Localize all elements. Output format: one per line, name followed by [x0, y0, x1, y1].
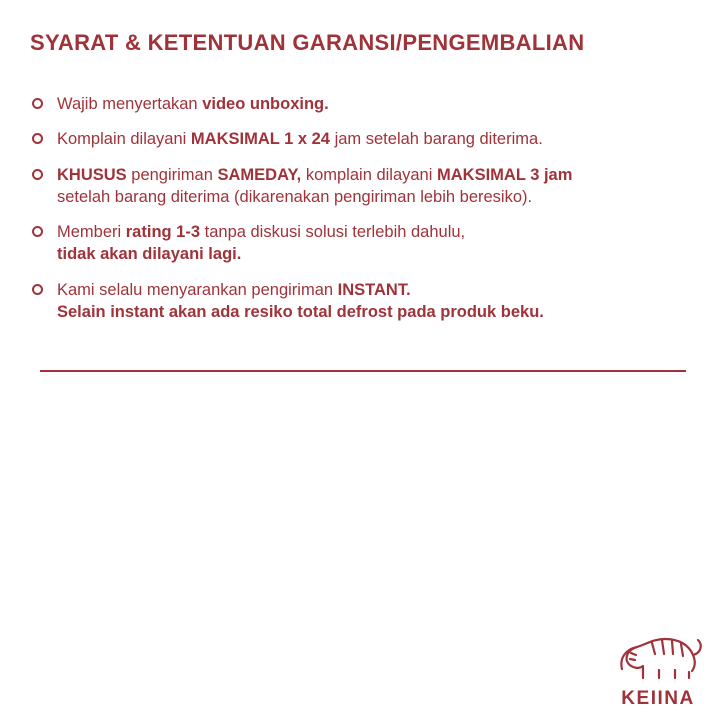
term-text: Kami selalu menyarankan pengiriman INSTANT. Selain instant akan ada resiko total defrost pada produk beku.	[57, 280, 544, 321]
bullet-circle-icon	[32, 169, 43, 180]
divider-line	[40, 370, 686, 372]
bullet-circle-icon	[32, 133, 43, 144]
term-item	[32, 128, 682, 150]
brand-logo	[612, 629, 704, 710]
bullet-circle-icon	[32, 284, 43, 295]
brand-name: KEIINA	[621, 688, 695, 709]
term-text: Wajib menyertakan video unboxing.	[57, 95, 329, 113]
term-item	[32, 164, 682, 209]
page-title: SYARAT & KETENTUAN GARANSI/PENGEMBALIAN	[30, 30, 585, 55]
term-item	[32, 279, 682, 324]
tiger-icon	[612, 629, 704, 686]
term-item	[32, 93, 682, 115]
term-item	[32, 221, 682, 266]
bullet-circle-icon	[32, 226, 43, 237]
terms-list	[32, 93, 682, 323]
bullet-circle-icon	[32, 98, 43, 109]
term-text: Memberi rating 1-3 tanpa diskusi solusi terlebih dahulu, tidak akan dilayani lagi.	[57, 223, 466, 264]
term-text: KHUSUS pengiriman SAMEDAY, komplain dilayani MAKSIMAL 3 jam setelah barang diterima (dikarenakan pengiriman lebih beresiko).	[57, 165, 573, 206]
term-text: Komplain dilayani MAKSIMAL 1 x 24 jam setelah barang diterima.	[57, 130, 543, 149]
